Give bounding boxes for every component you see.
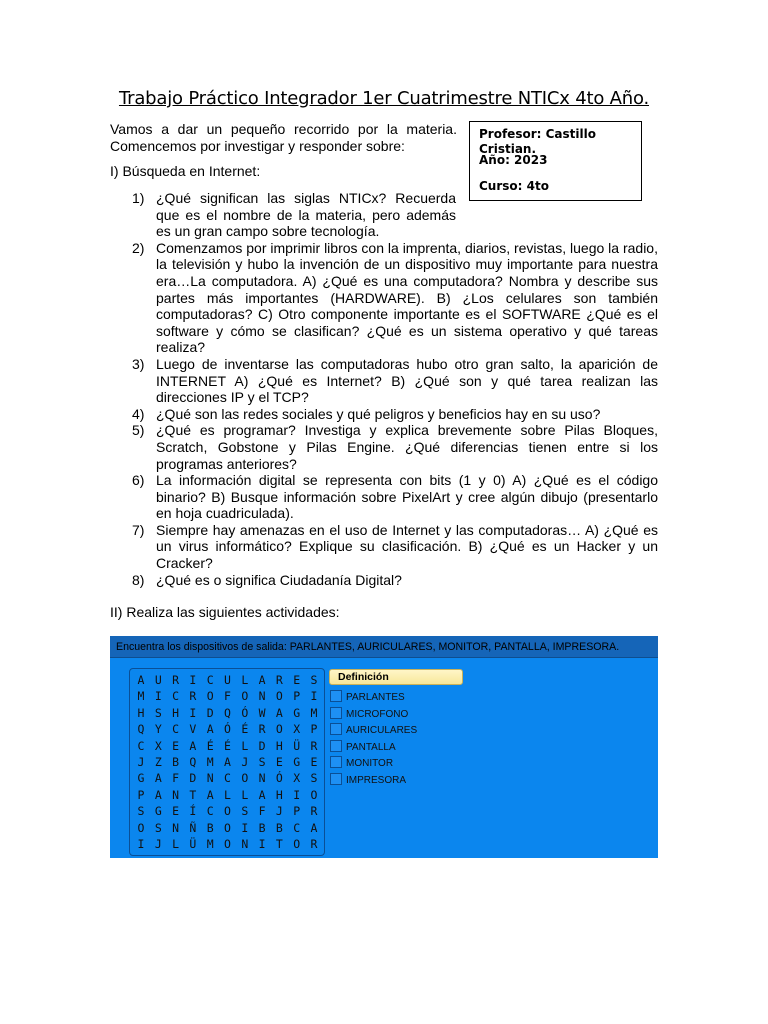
grid-letter[interactable]: E	[172, 738, 180, 753]
grid-letter[interactable]: S	[154, 820, 162, 835]
grid-letter[interactable]: L	[172, 837, 180, 851]
grid-letter[interactable]: C	[172, 689, 180, 704]
grid-letter[interactable]: I	[241, 820, 249, 835]
grid-letter[interactable]: P	[293, 804, 301, 819]
word-label: MICROFONO	[346, 708, 409, 720]
grid-letter[interactable]: I	[258, 837, 266, 851]
grid-letter[interactable]: A	[137, 673, 145, 687]
grid-letter[interactable]: A	[206, 787, 214, 802]
grid-letter[interactable]: O	[137, 820, 145, 835]
grid-letter[interactable]: S	[310, 771, 318, 786]
grid-letter[interactable]: N	[241, 837, 249, 851]
grid-letter[interactable]: T	[189, 787, 197, 802]
grid-letter[interactable]: H	[172, 705, 180, 720]
grid-letter[interactable]: Q	[224, 705, 231, 720]
grid-letter[interactable]: Ü	[293, 738, 301, 753]
grid-letter[interactable]: H	[137, 705, 145, 720]
grid-letter[interactable]: R	[310, 804, 318, 819]
section-1-heading: I) Búsqueda en Internet:	[110, 163, 261, 179]
grid-letter[interactable]: M	[206, 755, 214, 769]
grid-letter[interactable]: J	[241, 755, 249, 769]
grid-letter[interactable]: N	[258, 689, 266, 704]
word-label: PANTALLA	[346, 741, 396, 753]
question-item: 7) Siempre hay amenazas en el uso de Internet y las computadoras… A) ¿Qué es un virus informático? Explique su clasificación. B) ¿Qué es un Hacker y un Cracker?	[132, 521, 658, 572]
grid-letter[interactable]: M	[137, 689, 145, 704]
question-item: 5) ¿Qué es programar? Investiga y explica brevemente sobre Pilas Bloques, Scratch, Gobstone y Pilas Engine. ¿Qué diferencias tienen entre si los programas anteriores?	[132, 422, 658, 472]
grid-letter[interactable]: I	[293, 787, 301, 802]
grid-letter[interactable]: M	[310, 705, 318, 720]
grid-letter[interactable]: W	[258, 705, 266, 720]
grid-letter[interactable]: M	[206, 837, 214, 851]
grid-letter[interactable]: O	[224, 804, 231, 819]
letter-grid	[129, 668, 325, 856]
grid-letter[interactable]: U	[224, 673, 231, 687]
grid-letter[interactable]: R	[275, 673, 283, 687]
grid-letter[interactable]: V	[189, 722, 197, 737]
word-checkbox[interactable]	[330, 740, 342, 752]
question-item: 6) La información digital se representa con bits (1 y 0) A) ¿Qué es el código binario? B) Busque información sobre PixelArt y cree algún dibujo (presentarlo en hoja cuadriculada).	[132, 472, 658, 522]
grid-letter[interactable]: B	[275, 820, 283, 835]
grid-letter[interactable]: L	[241, 738, 249, 753]
question-item: 4) ¿Qué son las redes sociales y qué peligros y beneficios hay en su uso?	[132, 405, 601, 422]
grid-letter[interactable]: T	[275, 837, 283, 851]
grid-letter[interactable]: O	[224, 820, 231, 835]
grid-letter[interactable]: S	[258, 755, 266, 769]
grid-letter[interactable]: O	[241, 771, 249, 786]
word-label: PARLANTES	[346, 692, 405, 703]
grid-letter[interactable]: H	[275, 738, 283, 753]
anio-label: Año: 2023	[479, 153, 548, 167]
grid-letter[interactable]: A	[224, 755, 231, 769]
grid-letter[interactable]: B	[172, 755, 180, 769]
grid-letter[interactable]: N	[206, 771, 214, 786]
grid-letter[interactable]: Ñ	[189, 820, 197, 835]
grid-letter[interactable]: P	[293, 689, 301, 704]
grid-letter[interactable]: G	[293, 705, 301, 720]
grid-letter[interactable]: E	[172, 804, 180, 819]
grid-letter[interactable]: C	[172, 722, 180, 737]
grid-letter[interactable]: I	[137, 837, 145, 851]
grid-letter[interactable]: L	[241, 787, 249, 802]
grid-letter[interactable]: N	[172, 787, 180, 802]
grid-letter[interactable]: S	[137, 804, 145, 819]
question-item: 2) Comenzamos por imprimir libros con la imprenta, diarios, revistas, luego la radio, la televisión y hubo la invención de un dispositivo muy importante para nuestra era…La computadora. A) ¿Qué es una computadora? Nombra y describe sus partes más importantes (HARDWARE). B) ¿Los celulares son también computadoras? C) Otro componente importante es el SOFTWARE ¿Qué es el software y cómo se clasifican? ¿Qué es un sistema operativo y qué tareas realiza?	[132, 239, 658, 356]
question-item: 3) Luego de inventarse las computadoras hubo otro gran salto, la aparición de INTERNET A) ¿Qué es Internet? B) ¿Qué son y qué tarea realizan las direcciones IP y el TCP?	[132, 355, 658, 406]
grid-letter[interactable]: R	[310, 738, 318, 753]
grid-letter[interactable]: R	[310, 837, 318, 851]
grid-letter[interactable]: É	[224, 738, 231, 753]
grid-letter[interactable]: Q	[189, 755, 197, 769]
question-item: 8) ¿Qué es o significa Ciudadanía Digital?	[132, 571, 402, 588]
grid-letter[interactable]: A	[154, 771, 162, 786]
grid-letter[interactable]: A	[189, 738, 197, 753]
grid-letter[interactable]: I	[189, 705, 197, 720]
grid-letter[interactable]: F	[258, 804, 266, 819]
wordsearch-panel	[110, 636, 658, 858]
word-checkbox[interactable]	[330, 707, 342, 719]
grid-letter[interactable]: O	[224, 837, 231, 851]
question-list	[110, 190, 658, 588]
grid-letter[interactable]: F	[172, 771, 180, 786]
word-checkbox[interactable]	[330, 690, 342, 702]
grid-letter[interactable]: Í	[189, 804, 197, 819]
grid-letter[interactable]: U	[154, 673, 162, 687]
grid-letter[interactable]: E	[275, 755, 283, 769]
grid-letter[interactable]: C	[224, 771, 231, 786]
grid-letter[interactable]: F	[224, 689, 231, 704]
grid-letter[interactable]: Ü	[189, 837, 197, 851]
grid-letter[interactable]: Ó	[241, 705, 249, 720]
grid-letter[interactable]: S	[154, 705, 162, 720]
word-label: MONITOR	[346, 758, 394, 770]
grid-letter[interactable]: I	[310, 689, 318, 704]
grid-letter[interactable]: B	[206, 820, 214, 835]
grid-letter[interactable]: O	[275, 722, 283, 737]
grid-letter[interactable]: G	[293, 755, 301, 769]
grid-letter[interactable]: C	[206, 673, 214, 687]
grid-letter[interactable]: O	[275, 689, 283, 704]
grid-letter[interactable]: A	[258, 787, 266, 802]
grid-letter[interactable]: B	[258, 820, 266, 835]
grid-letter[interactable]: É	[206, 738, 214, 753]
grid-letter[interactable]: Ó	[275, 771, 283, 786]
page-title: Trabajo Práctico Integrador 1er Cuatrimestre NTICx 4to Año.	[118, 88, 650, 109]
grid-letter[interactable]: Ó	[224, 722, 231, 737]
grid-letter[interactable]: N	[258, 771, 266, 786]
grid-letter[interactable]: J	[275, 804, 283, 819]
word-label: IMPRESORA	[346, 775, 407, 786]
grid-letter[interactable]: I	[189, 673, 197, 687]
info-box	[469, 121, 642, 201]
grid-letter[interactable]: D	[189, 771, 197, 786]
grid-letter[interactable]: A	[310, 820, 318, 835]
grid-letter[interactable]: A	[275, 705, 283, 720]
word-checkbox[interactable]	[330, 773, 342, 785]
definition-label: Definición	[329, 669, 463, 685]
grid-letter[interactable]: É	[241, 722, 249, 737]
grid-letter[interactable]: D	[258, 738, 266, 753]
grid-letter[interactable]: P	[137, 787, 145, 802]
intro-text: Vamos a dar un pequeño recorrido por la materia. Comencemos por investigar y responder sobre:	[110, 121, 457, 154]
grid-letter[interactable]: A	[206, 722, 214, 737]
grid-letter[interactable]: R	[172, 673, 180, 687]
grid-letter[interactable]: O	[293, 837, 301, 851]
question-item: 1) ¿Qué significan las siglas NTICx? Recuerda que es el nombre de la materia, pero además es un gran campo sobre tecnología.	[132, 190, 456, 240]
grid-letter[interactable]: X	[293, 771, 301, 786]
grid-letter[interactable]: J	[154, 837, 162, 851]
grid-letter[interactable]: S	[310, 673, 318, 687]
grid-letter[interactable]: C	[206, 804, 214, 819]
grid-letter[interactable]: X	[293, 722, 301, 737]
word-label: AURICULARES	[346, 725, 418, 737]
curso-label: Curso: 4to	[479, 179, 549, 193]
profesor-label: Profesor: Castillo Cristian.	[479, 127, 596, 156]
grid-letter[interactable]: Q	[137, 722, 145, 737]
grid-letter[interactable]: L	[241, 673, 249, 687]
grid-letter[interactable]: E	[293, 673, 301, 687]
grid-letter[interactable]: L	[224, 787, 231, 802]
grid-letter[interactable]: G	[137, 771, 145, 786]
grid-letter[interactable]: Y	[154, 722, 162, 737]
wordsearch-header: Encuentra los dispositivos de salida: PARLANTES, AURICULARES, MONITOR, PANTALLA, IMPRESORA.	[110, 636, 658, 658]
grid-letter[interactable]: P	[310, 722, 318, 737]
grid-letter[interactable]: O	[206, 689, 214, 704]
grid-letter[interactable]: R	[258, 722, 266, 737]
grid-letter[interactable]: N	[172, 820, 180, 835]
grid-letter[interactable]: Z	[154, 755, 162, 769]
grid-letter[interactable]: D	[206, 705, 214, 720]
grid-letter[interactable]: R	[189, 689, 197, 704]
grid-letter[interactable]: A	[154, 787, 162, 802]
grid-letter[interactable]: S	[241, 804, 249, 819]
grid-letter[interactable]: O	[310, 787, 318, 802]
grid-letter[interactable]: X	[154, 738, 162, 753]
grid-letter[interactable]: A	[258, 673, 266, 687]
grid-letter[interactable]: I	[154, 689, 162, 704]
grid-letter[interactable]: C	[137, 738, 145, 753]
section-2-heading: II) Realiza las siguientes actividades:	[110, 604, 340, 620]
grid-letter[interactable]: E	[310, 755, 318, 769]
word-checkbox[interactable]	[330, 723, 342, 735]
word-checkbox[interactable]	[330, 756, 342, 768]
grid-letter[interactable]: H	[275, 787, 283, 802]
grid-letter[interactable]: J	[137, 755, 145, 769]
grid-letter[interactable]: O	[241, 689, 249, 704]
grid-letter[interactable]: G	[154, 804, 162, 819]
grid-letter[interactable]: C	[293, 820, 301, 835]
